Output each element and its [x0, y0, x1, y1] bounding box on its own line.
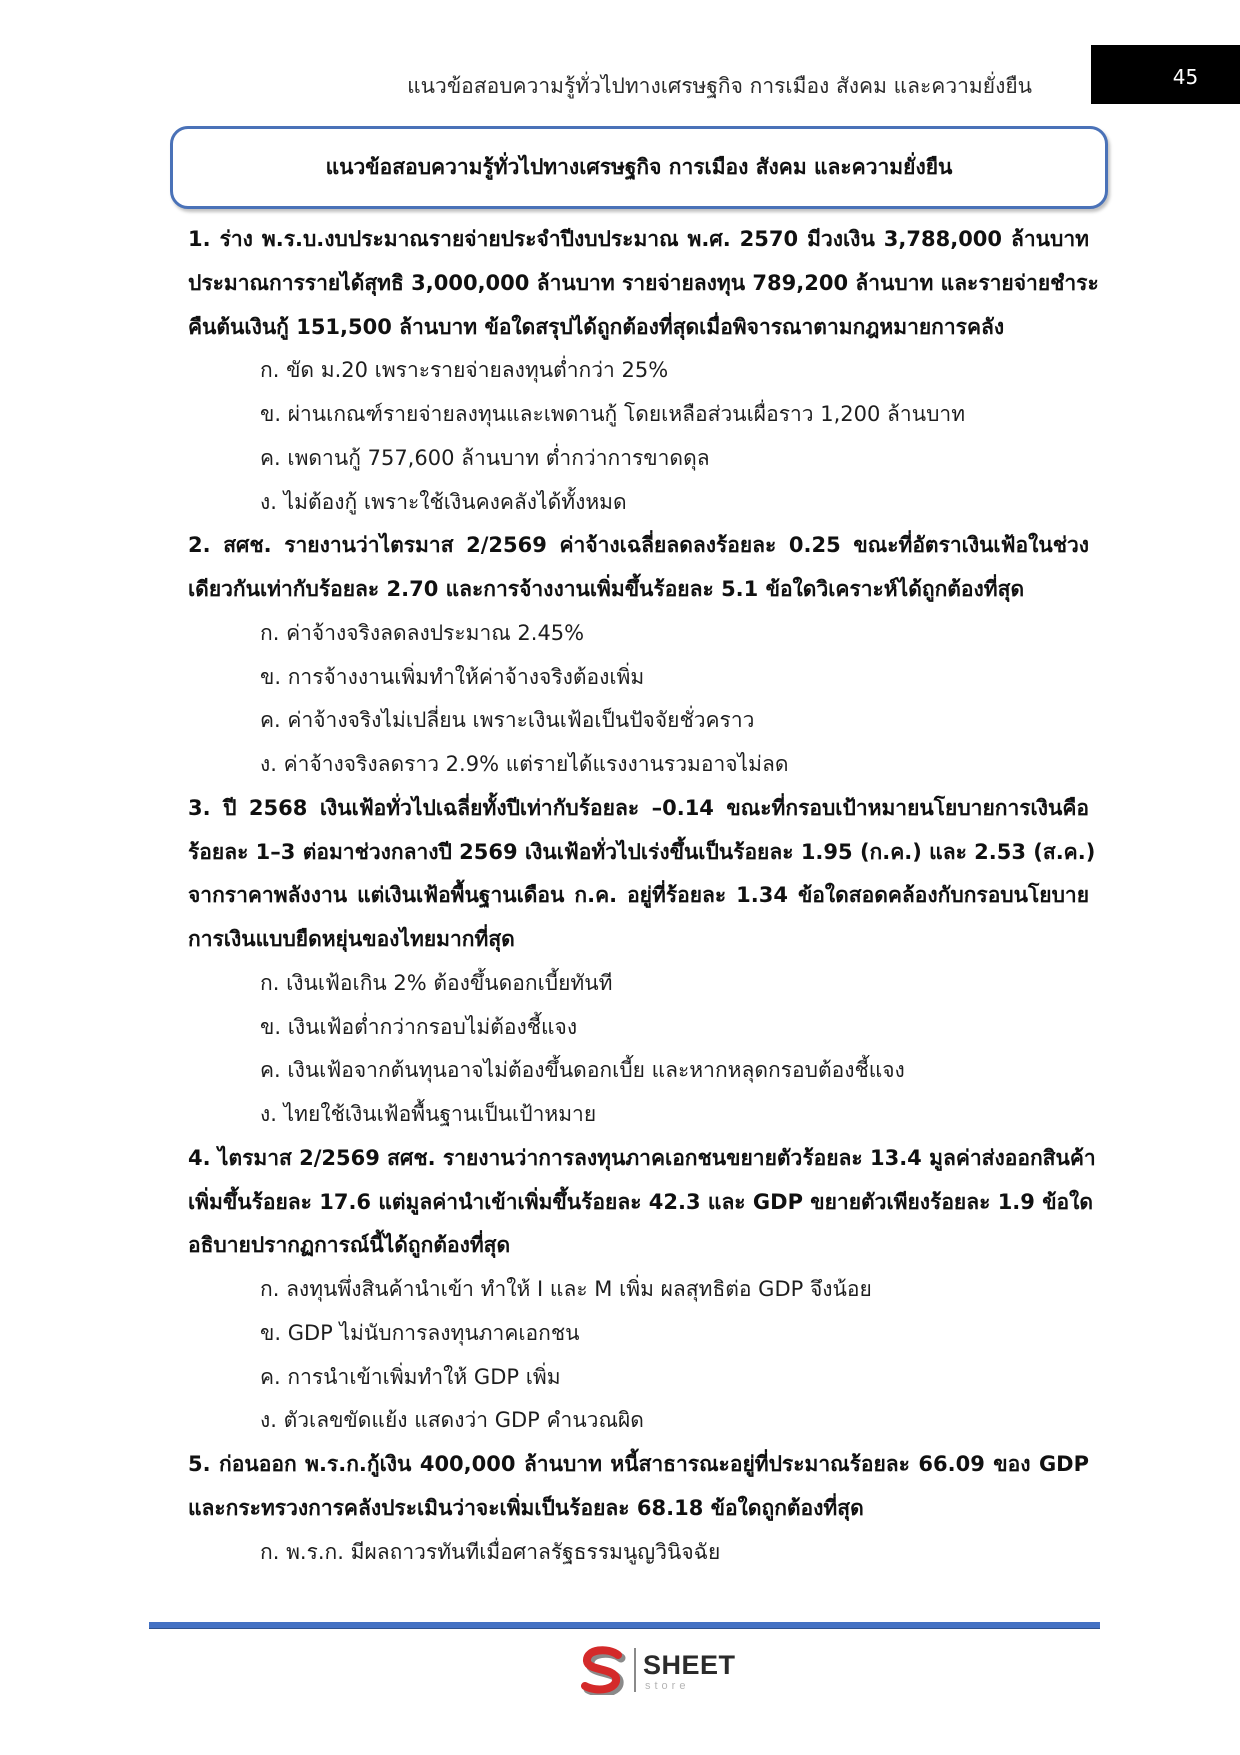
section-title: แนวข้อสอบความรู้ทั่วไปทางเศรษฐกิจ การเมือง สังคม และความยั่งยืน: [325, 155, 953, 179]
running-header-title: แนวข้อสอบความรู้ทั่วไปทางเศรษฐกิจ การเมือง สังคม และความยั่งยืน: [407, 74, 1032, 98]
sheet-store-logo: [576, 1645, 746, 1695]
question-4-option-c: ค. การนำเข้าเพิ่มทำให้ GDP เพิ่ม: [260, 1364, 561, 1389]
question-2-option-a: ก. ค่าจ้างจริงลดลงประมาณ 2.45%: [260, 620, 585, 645]
question-3-stem-line: การเงินแบบยืดหยุ่นของไทยมากที่สุด: [188, 927, 515, 951]
question-4-stem-line: เพิ่มขึ้นร้อยละ 17.6 แต่มูลค่านำเข้าเพิ่มขึ้นร้อยละ 42.3 และ GDP ขยายตัวเพียงร้อยละ 1.9 ข้อใด: [188, 1189, 1094, 1214]
question-2-stem-line: 2. สศช. รายงานว่าไตรมาส 2/2569 ค่าจ้างเฉลี่ยลดลงร้อยละ 0.25 ขณะที่อัตราเงินเฟ้อในช่วง: [188, 533, 1089, 558]
logo-divider: [634, 1648, 636, 1692]
question-5-stem-line: และกระทรวงการคลังประเมินว่าจะเพิ่มเป็นร้อยละ 68.18 ข้อใดถูกต้องที่สุด: [188, 1495, 864, 1520]
question-1-option-d: ง. ไม่ต้องกู้ เพราะใช้เงินคงคลังได้ทั้งหมด: [260, 489, 627, 514]
question-list: [188, 218, 1099, 1574]
logo-sub-text: store: [645, 1680, 690, 1692]
question-4-option-a: ก. ลงทุนพึ่งสินค้านำเข้า ทำให้ I และ M เพิ่ม ผลสุทธิต่อ GDP จึงน้อย: [260, 1277, 872, 1301]
question-3-option-b: ข. เงินเฟ้อต่ำกว่ากรอบไม่ต้องชี้แจง: [260, 1014, 578, 1039]
question-4-option-d: ง. ตัวเลขขัดแย้ง แสดงว่า GDP คำนวณผิด: [260, 1408, 644, 1433]
question-3-option-a: ก. เงินเฟ้อเกิน 2% ต้องขึ้นดอกเบี้ยทันที: [260, 970, 613, 995]
section-title-box: [170, 126, 1108, 209]
question-4-option-b: ข. GDP ไม่นับการลงทุนภาคเอกชน: [260, 1320, 580, 1345]
question-1-option-a: ก. ขัด ม.20 เพราะรายจ่ายลงทุนต่ำกว่า 25%: [260, 358, 669, 383]
question-4-stem-line: 4. ไตรมาส 2/2569 สศช. รายงานว่าการลงทุนภาคเอกชนขยายตัวร้อยละ 13.4 มูลค่าส่งออกสินค้า: [188, 1145, 1096, 1170]
question-2-option-b: ข. การจ้างงานเพิ่มทำให้ค่าจ้างจริงต้องเพิ่ม: [260, 664, 645, 689]
logo-brand-text: SHEET: [643, 1650, 736, 1680]
page-number-box: [1091, 45, 1240, 104]
footer-rule: [149, 1622, 1100, 1629]
sheet-store-s-logo-icon: [576, 1645, 628, 1695]
question-3-option-d: ง. ไทยใช้เงินเฟ้อพื้นฐานเป็นเป้าหมาย: [260, 1102, 597, 1126]
question-3-option-c: ค. เงินเฟ้อจากต้นทุนอาจไม่ต้องขึ้นดอกเบี้ย และหากหลุดกรอบต้องชี้แจง: [260, 1058, 905, 1083]
question-1-option-c: ค. เพดานกู้ 757,600 ล้านบาท ต่ำกว่าการขาดดุล: [260, 445, 710, 470]
question-2-option-d: ง. ค่าจ้างจริงลดราว 2.9% แต่รายได้แรงงานรวมอาจไม่ลด: [260, 752, 789, 776]
question-1-stem-line: ประมาณการรายได้สุทธิ 3,000,000 ล้านบาท รายจ่ายลงทุน 789,200 ล้านบาท และรายจ่ายชำระ: [188, 270, 1099, 295]
page-number: 45: [1172, 65, 1199, 89]
question-3-stem-line: ร้อยละ 1–3 ต่อมาช่วงกลางปี 2569 เงินเฟ้อทั่วไปเร่งขึ้นเป็นร้อยละ 1.95 (ก.ค.) และ 2.53 (ส.ค.): [188, 839, 1096, 864]
question-1-stem-line: คืนต้นเงินกู้ 151,500 ล้านบาท ข้อใดสรุปได้ถูกต้องที่สุดเมื่อพิจารณาตามกฎหมายการคลัง: [188, 314, 1005, 339]
question-2-option-c: ค. ค่าจ้างจริงไม่เปลี่ยน เพราะเงินเฟ้อเป็นปัจจัยชั่วคราว: [260, 708, 755, 733]
question-5-option-a: ก. พ.ร.ก. มีผลถาวรทันทีเมื่อศาลรัฐธรรมนูญวินิจฉัย: [260, 1539, 721, 1564]
question-3-stem-line: 3. ปี 2568 เงินเฟ้อทั่วไปเฉลี่ยทั้งปีเท่ากับร้อยละ –0.14 ขณะที่กรอบเป้าหมายนโยบายการเงินคือ: [188, 795, 1089, 820]
question-2-stem-line: เดียวกันเท่ากับร้อยละ 2.70 และการจ้างงานเพิ่มขึ้นร้อยละ 5.1 ข้อใดวิเคราะห์ได้ถูกต้องที่สุด: [188, 577, 1025, 601]
question-5-stem-line: 5. ก่อนออก พ.ร.ก.กู้เงิน 400,000 ล้านบาท หนี้สาธารณะอยู่ที่ประมาณร้อยละ 66.09 ของ GDP: [188, 1452, 1089, 1476]
question-1-stem-line: 1. ร่าง พ.ร.บ.งบประมาณรายจ่ายประจำปีงบประมาณ พ.ศ. 2570 มีวงเงิน 3,788,000 ล้านบาท: [188, 227, 1089, 251]
question-3-stem-line: จากราคาพลังงาน แต่เงินเฟ้อพื้นฐานเดือน ก.ค. อยู่ที่ร้อยละ 1.34 ข้อใดสอดคล้องกับกรอบนโยบาย: [188, 883, 1089, 908]
question-4-stem-line: อธิบายปรากฏการณ์นี้ได้ถูกต้องที่สุด: [188, 1233, 511, 1258]
question-1-option-b: ข. ผ่านเกณฑ์รายจ่ายลงทุนและเพดานกู้ โดยเหลือส่วนเผื่อราว 1,200 ล้านบาท: [260, 402, 966, 426]
